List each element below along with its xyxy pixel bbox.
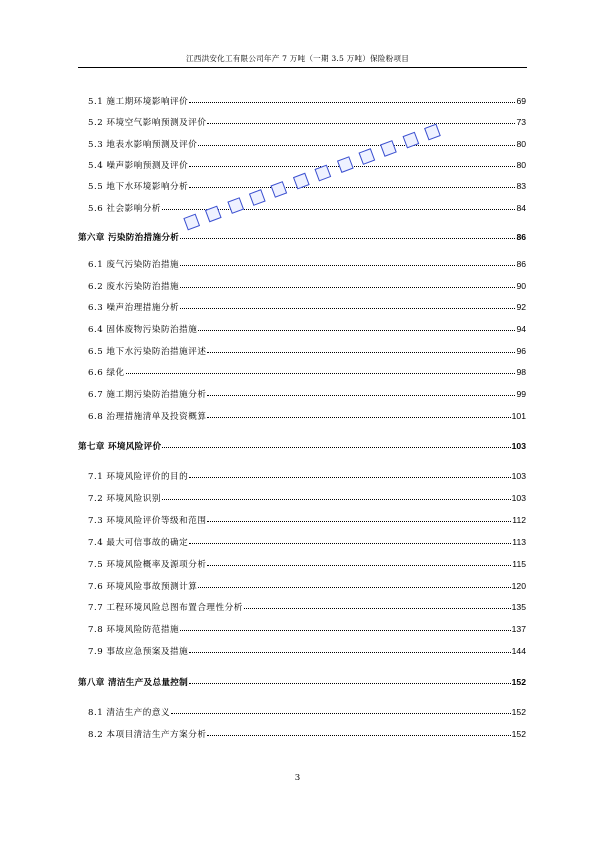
toc-entry-page: 90 — [516, 281, 526, 291]
toc-entry-title: 7.1 环境风险评价的目的 — [88, 472, 189, 482]
dot-leader — [207, 409, 510, 418]
toc-entry-page: 69 — [516, 96, 526, 106]
toc-section-entry[interactable] — [88, 410, 526, 422]
toc-entry-page: 115 — [512, 559, 526, 569]
dot-leader — [207, 387, 515, 396]
toc-section-entry[interactable] — [88, 258, 526, 270]
dot-leader — [198, 322, 515, 331]
dot-leader — [244, 600, 511, 609]
toc-entry-page: 152 — [511, 729, 526, 739]
toc-entry-title: 5.4 噪声影响预测及评价 — [88, 161, 189, 171]
toc-entry-title: 6.8 治理措施清单及投资概算 — [88, 412, 207, 422]
toc-entry-title: 7.8 环境风险防范措施 — [88, 625, 180, 635]
toc-entry-page: 80 — [516, 160, 526, 170]
toc-entry-page: 96 — [516, 346, 526, 356]
dot-leader — [207, 513, 511, 522]
toc-entry-title: 第八章 清洁生产及总量控制 — [78, 678, 189, 688]
toc-entry-title: 7.9 事故应急预案及措施 — [88, 647, 189, 657]
toc-entry-page: 99 — [516, 389, 526, 399]
toc-entry-page: 135 — [511, 602, 526, 612]
toc-section-entry[interactable] — [88, 323, 526, 335]
stamp-box — [249, 189, 266, 206]
toc-entry-title: 6.2 废水污染防治措施 — [88, 282, 180, 292]
toc-entry-page: 92 — [516, 302, 526, 312]
toc-section-entry[interactable] — [88, 728, 526, 740]
toc-entry-title: 5.6 社会影响分析 — [88, 204, 161, 214]
dot-leader — [207, 344, 515, 353]
dot-leader — [180, 230, 515, 239]
toc-entry-page: 103 — [511, 493, 526, 503]
stamp-box — [336, 156, 353, 173]
dot-leader — [207, 557, 511, 566]
toc-entry-title: 5.2 环境空气影响预测及评价 — [88, 118, 207, 128]
toc-entry-page: 83 — [516, 181, 526, 191]
toc-entry-title: 7.2 环境风险识别 — [88, 494, 161, 504]
toc-entry-page: 80 — [516, 139, 526, 149]
toc-entry-title: 7.6 环境风险事故预测计算 — [88, 582, 198, 592]
toc-entry-title: 5.5 地下水环境影响分析 — [88, 182, 189, 192]
toc-section-entry[interactable] — [88, 388, 526, 400]
toc-section-entry[interactable] — [88, 645, 526, 657]
toc-entry-title: 第六章 污染防治措施分析 — [78, 233, 180, 243]
toc-section-entry[interactable] — [88, 623, 526, 635]
dot-leader — [126, 365, 516, 374]
toc-section-entry[interactable] — [88, 470, 526, 482]
toc-entry-page: 86 — [516, 232, 526, 242]
toc-entry-title: 6.1 废气污染防治措施 — [88, 260, 180, 270]
toc-entry-title: 7.4 最大可信事故的确定 — [88, 538, 189, 548]
dot-leader — [162, 491, 511, 500]
dot-leader — [162, 439, 510, 448]
toc-entry-page: 94 — [516, 324, 526, 334]
toc-entry-title: 8.1 清洁生产的意义 — [88, 708, 171, 718]
toc-entry-page: 103 — [511, 471, 526, 481]
toc-section-entry[interactable] — [88, 280, 526, 292]
toc-section-entry[interactable] — [88, 345, 526, 357]
dot-leader — [180, 622, 511, 631]
toc-entry-title: 7.5 环境风险概率及源项分析 — [88, 560, 207, 570]
toc-entry-title: 6.5 地下水污染防治措施评述 — [88, 347, 207, 357]
dot-leader — [189, 179, 515, 188]
stamp-box — [314, 164, 331, 181]
stamp-box — [358, 148, 375, 165]
toc-entry-page: 84 — [516, 203, 526, 213]
toc-section-entry[interactable] — [88, 116, 526, 128]
toc-entry-page: 113 — [512, 537, 526, 547]
toc-entry-page: 144 — [511, 646, 526, 656]
dot-leader — [189, 94, 515, 103]
toc-entry-title: 6.6 绿化 — [88, 368, 125, 378]
toc-entry-title: 6.3 噪声治理措施分析 — [88, 303, 180, 313]
toc-section-entry[interactable] — [88, 706, 526, 718]
toc-section-entry[interactable] — [88, 580, 526, 592]
toc-entry-page: 86 — [516, 259, 526, 269]
toc-section-entry[interactable] — [88, 558, 526, 570]
dot-leader — [198, 579, 510, 588]
toc-entry-page: 98 — [516, 367, 526, 377]
dot-leader — [207, 727, 510, 736]
dot-leader — [189, 644, 510, 653]
toc-entry-title: 第七章 环境风险评价 — [78, 442, 162, 452]
toc-entry-page: 112 — [512, 515, 526, 525]
toc-entry-page: 73 — [516, 117, 526, 127]
dot-leader — [189, 675, 511, 684]
toc-entry-page: 152 — [511, 707, 526, 717]
toc-section-entry[interactable] — [88, 366, 526, 378]
dot-leader — [180, 300, 515, 309]
toc-entry-title: 7.3 环境风险评价等级和范围 — [88, 516, 207, 526]
toc-section-entry[interactable] — [88, 202, 526, 214]
toc-entry-title: 8.2 本项目清洁生产方案分析 — [88, 730, 207, 740]
toc-section-entry[interactable] — [88, 514, 526, 526]
running-header: 江西洪安化工有限公司年产 7 万吨（一期 3.5 万吨）保险粉项目 — [185, 54, 409, 63]
toc-chapter-entry[interactable] — [78, 440, 526, 452]
dot-leader — [189, 469, 510, 478]
toc-entry-page: 103 — [511, 441, 526, 451]
dot-leader — [180, 257, 515, 266]
stamp-box — [380, 140, 397, 157]
toc-entry-title: 5.1 施工期环境影响评价 — [88, 97, 189, 107]
toc-section-entry[interactable] — [88, 536, 526, 548]
stamp-box — [402, 131, 419, 148]
toc-entry-title: 6.4 固体废物污染防治措施 — [88, 325, 198, 335]
toc-section-entry[interactable] — [88, 138, 526, 150]
toc-section-entry[interactable] — [88, 492, 526, 504]
dot-leader — [207, 115, 515, 124]
toc-section-entry[interactable] — [88, 95, 526, 107]
stamp-box — [293, 172, 310, 189]
toc-entry-title: 6.7 施工期污染防治措施分析 — [88, 390, 207, 400]
toc-chapter-entry[interactable] — [78, 676, 526, 688]
toc-entry-title: 7.7 工程环境风险总图布置合理性分析 — [88, 603, 243, 613]
toc-entry-page: 101 — [511, 411, 526, 421]
toc-chapter-entry[interactable] — [78, 231, 526, 243]
toc-entry-page: 120 — [511, 581, 526, 591]
toc-section-entry[interactable] — [88, 601, 526, 613]
dot-leader — [171, 705, 511, 714]
dot-leader — [180, 279, 515, 288]
toc-section-entry[interactable] — [88, 301, 526, 313]
stamp-box — [205, 205, 222, 222]
toc-entry-title: 5.3 地表水影响预测及评价 — [88, 140, 198, 150]
toc-entry-page: 137 — [511, 624, 526, 634]
stamp-box — [271, 180, 288, 197]
stamp-box — [227, 197, 244, 214]
page-number: 3 — [294, 773, 301, 783]
dot-leader — [189, 535, 511, 544]
toc-entry-page: 152 — [511, 677, 526, 687]
